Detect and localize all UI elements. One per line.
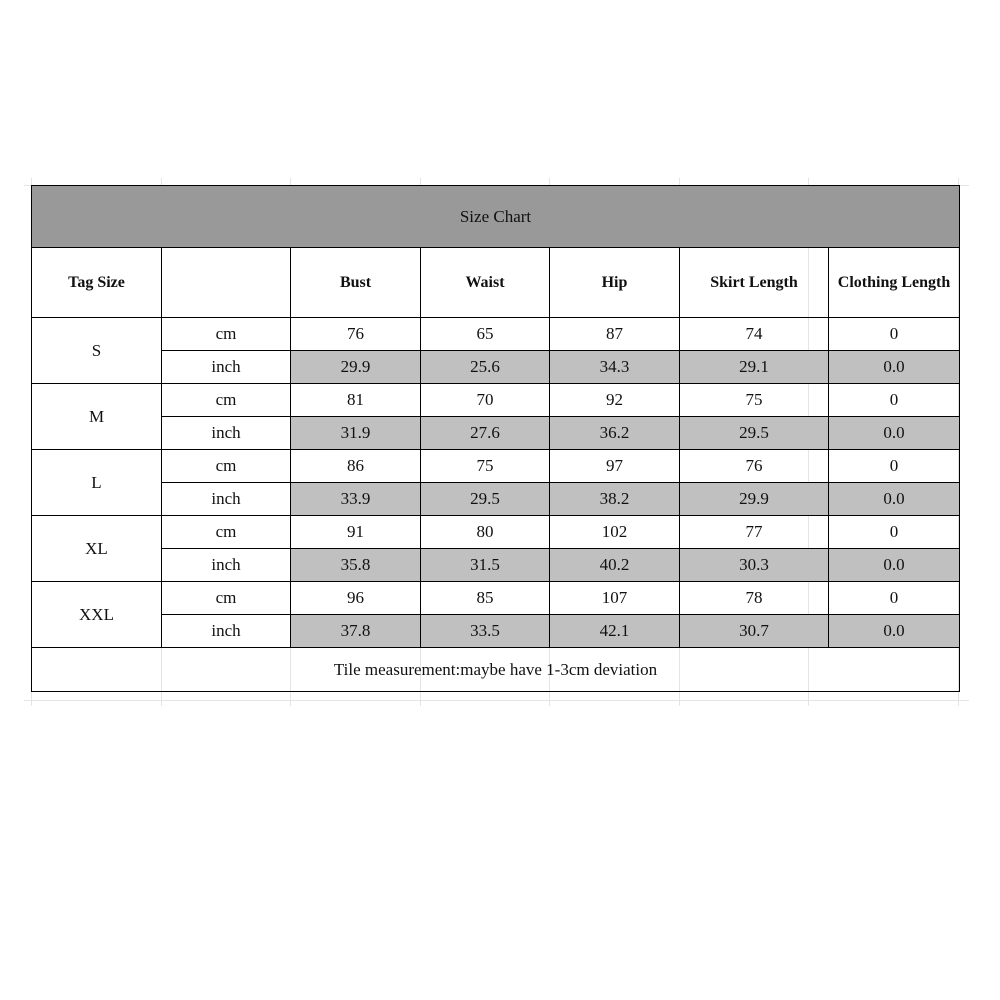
header-skirt-length: Skirt Length <box>680 248 829 318</box>
value-cell: 78 <box>680 582 829 615</box>
header-unit <box>162 248 291 318</box>
unit-cell: inch <box>162 351 291 384</box>
value-cell: 76 <box>291 318 421 351</box>
value-cell: 0.0 <box>829 615 960 648</box>
header-clothing-length: Clothing Length <box>829 248 960 318</box>
value-cell: 0 <box>829 450 960 483</box>
size-chart-title: Size Chart <box>32 186 960 248</box>
header-row <box>32 248 960 318</box>
value-cell: 38.2 <box>550 483 680 516</box>
value-cell: 80 <box>421 516 550 549</box>
value-cell: 85 <box>421 582 550 615</box>
value-cell: 102 <box>550 516 680 549</box>
unit-cell: cm <box>162 516 291 549</box>
tag-size-cell: M <box>32 384 162 450</box>
unit-cell: cm <box>162 450 291 483</box>
table-row <box>32 450 960 483</box>
unit-cell: inch <box>162 417 291 450</box>
value-cell: 0.0 <box>829 549 960 582</box>
table-row <box>32 483 960 516</box>
value-cell: 86 <box>291 450 421 483</box>
tag-size-cell: XL <box>32 516 162 582</box>
value-cell: 0 <box>829 516 960 549</box>
value-cell: 96 <box>291 582 421 615</box>
value-cell: 0.0 <box>829 351 960 384</box>
value-cell: 74 <box>680 318 829 351</box>
table-row <box>32 384 960 417</box>
table-row <box>32 582 960 615</box>
gridline <box>24 700 969 701</box>
value-cell: 0.0 <box>829 417 960 450</box>
value-cell: 65 <box>421 318 550 351</box>
value-cell: 0.0 <box>829 483 960 516</box>
value-cell: 107 <box>550 582 680 615</box>
value-cell: 34.3 <box>550 351 680 384</box>
value-cell: 29.9 <box>680 483 829 516</box>
value-cell: 33.9 <box>291 483 421 516</box>
size-chart-table <box>31 185 960 692</box>
tag-size-cell: XXL <box>32 582 162 648</box>
unit-cell: cm <box>162 384 291 417</box>
value-cell: 35.8 <box>291 549 421 582</box>
value-cell: 30.7 <box>680 615 829 648</box>
header-tag-size: Tag Size <box>32 248 162 318</box>
table-row <box>32 417 960 450</box>
measurement-note: Tile measurement:maybe have 1-3cm deviation <box>32 648 960 692</box>
value-cell: 42.1 <box>550 615 680 648</box>
header-waist: Waist <box>421 248 550 318</box>
value-cell: 36.2 <box>550 417 680 450</box>
value-cell: 27.6 <box>421 417 550 450</box>
table-row <box>32 549 960 582</box>
value-cell: 76 <box>680 450 829 483</box>
value-cell: 75 <box>421 450 550 483</box>
value-cell: 75 <box>680 384 829 417</box>
value-cell: 0 <box>829 384 960 417</box>
value-cell: 40.2 <box>550 549 680 582</box>
value-cell: 92 <box>550 384 680 417</box>
value-cell: 29.1 <box>680 351 829 384</box>
value-cell: 25.6 <box>421 351 550 384</box>
value-cell: 31.9 <box>291 417 421 450</box>
header-bust: Bust <box>291 248 421 318</box>
value-cell: 33.5 <box>421 615 550 648</box>
value-cell: 77 <box>680 516 829 549</box>
value-cell: 31.5 <box>421 549 550 582</box>
value-cell: 81 <box>291 384 421 417</box>
value-cell: 30.3 <box>680 549 829 582</box>
table-row <box>32 351 960 384</box>
value-cell: 0 <box>829 318 960 351</box>
unit-cell: cm <box>162 582 291 615</box>
value-cell: 87 <box>550 318 680 351</box>
table-row <box>32 318 960 351</box>
value-cell: 37.8 <box>291 615 421 648</box>
unit-cell: cm <box>162 318 291 351</box>
value-cell: 29.9 <box>291 351 421 384</box>
value-cell: 0 <box>829 582 960 615</box>
unit-cell: inch <box>162 615 291 648</box>
unit-cell: inch <box>162 549 291 582</box>
unit-cell: inch <box>162 483 291 516</box>
value-cell: 70 <box>421 384 550 417</box>
table-row <box>32 615 960 648</box>
value-cell: 29.5 <box>421 483 550 516</box>
value-cell: 29.5 <box>680 417 829 450</box>
value-cell: 97 <box>550 450 680 483</box>
table-row <box>32 516 960 549</box>
tag-size-cell: L <box>32 450 162 516</box>
header-hip: Hip <box>550 248 680 318</box>
tag-size-cell: S <box>32 318 162 384</box>
value-cell: 91 <box>291 516 421 549</box>
